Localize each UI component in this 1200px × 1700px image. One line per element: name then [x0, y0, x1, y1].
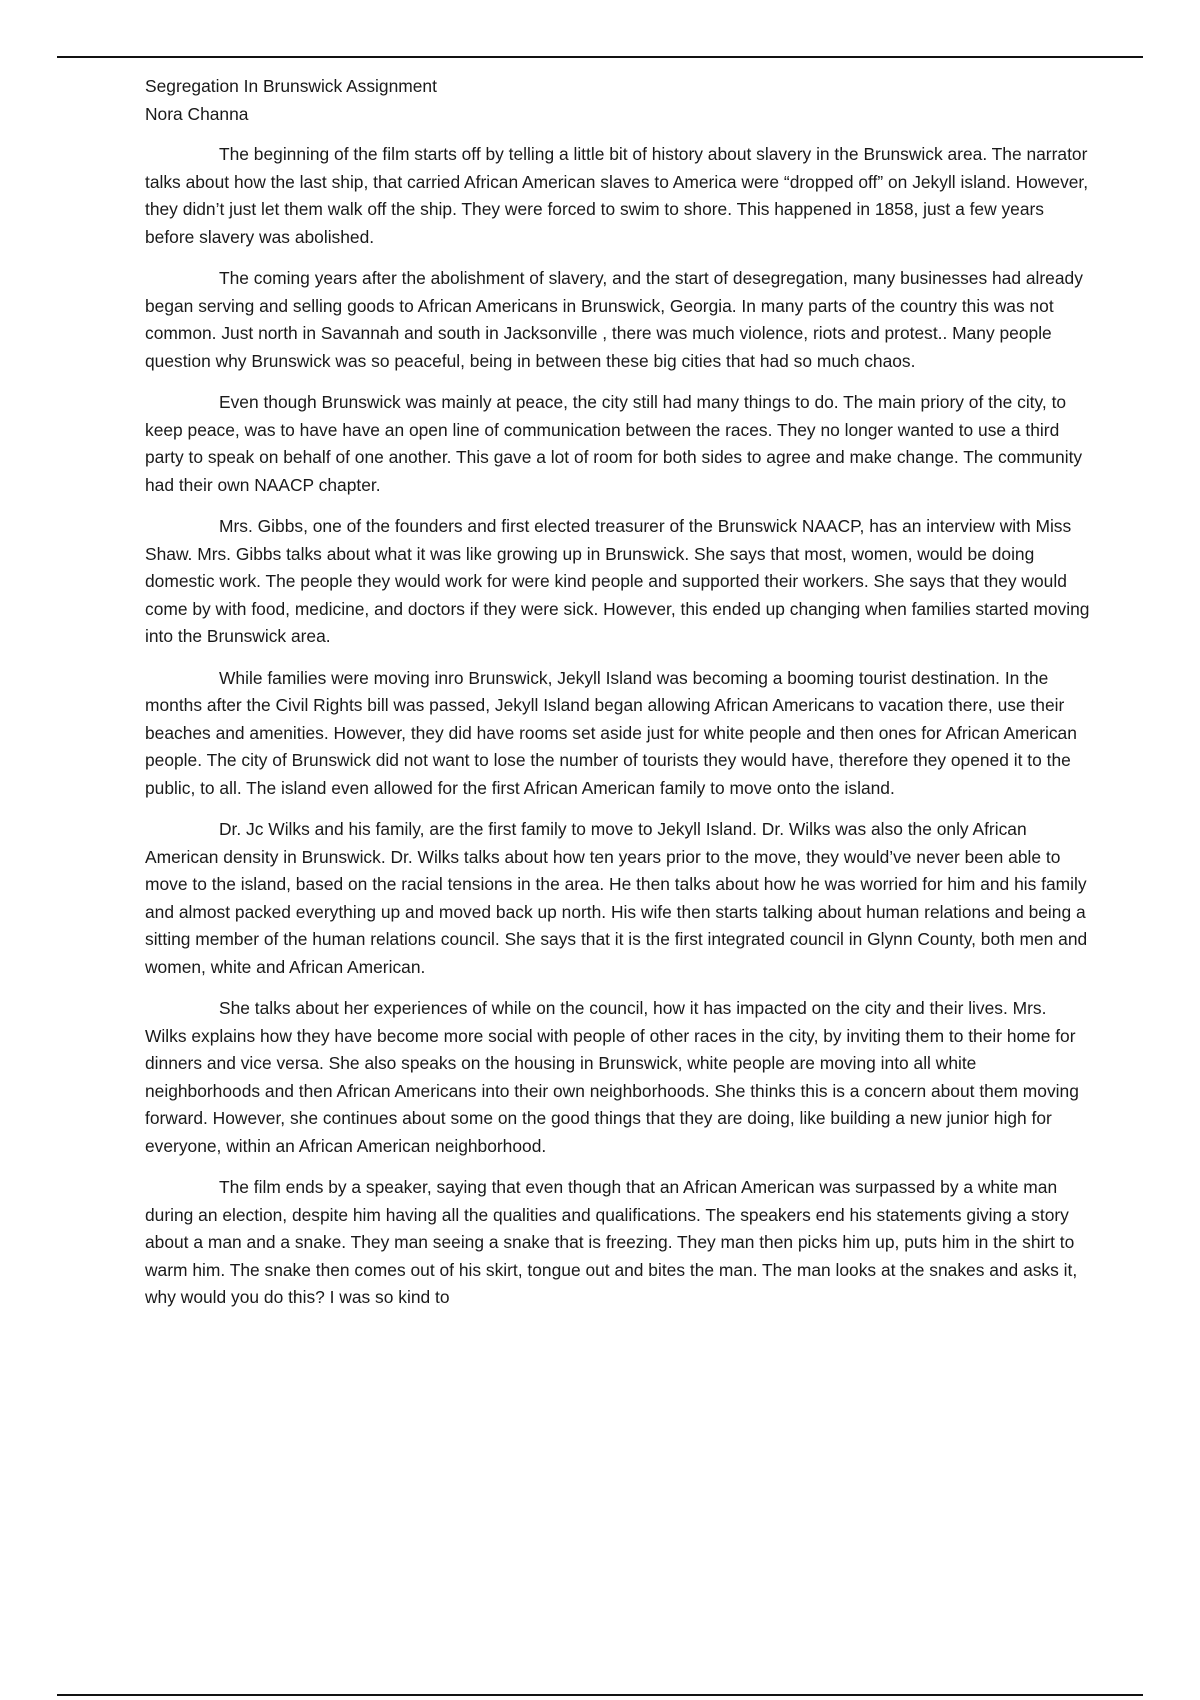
- document-body: [145, 141, 1090, 1312]
- document-page: [145, 73, 1090, 1326]
- paragraph-2: The coming years after the abolishment of slavery, and the start of desegregation, many businesses had already began serving and selling goods to African Americans in Brunswick, Georgia. In many parts of the country this was not common. Just north in Savannah and south in Jacksonville , there was much violence, riots and protest.. Many people question why Brunswick was so peaceful, being in between these big cities that had so much chaos.: [145, 268, 1083, 371]
- paragraph-1: The beginning of the film starts off by telling a little bit of history about slavery in the Brunswick area. The narrator talks about how the last ship, that carried African American slaves to America were “dropped off” on Jekyll island. However, they didn’t just let them walk off the ship. They were forced to swim to shore. This happened in 1858, just a few years before slavery was abolished.: [145, 144, 1089, 247]
- page-top-rule: [57, 56, 1143, 58]
- document-author: Nora Channa: [145, 103, 249, 124]
- paragraph-6: Dr. Jc Wilks and his family, are the first family to move to Jekyll Island. Dr. Wilks was also the only African American density in Brunswick. Dr. Wilks talks about how ten years prior to the move, they would’ve never been able to move to the island, based on the racial tensions in the area. He then talks about how he was worried for him and his family and almost packed everything up and moved back up north. His wife then starts talking about human relations and being a sitting member of the human relations council. She says that it is the first integrated council in Glynn County, both men and women, white and African American.: [145, 819, 1088, 977]
- paragraph-3: Even though Brunswick was mainly at peace, the city still had many things to do. The main priory of the city, to keep peace, was to have have an open line of communication between the races. They no longer wanted to use a third party to speak on behalf of one another. This gave a lot of room for both sides to agree and make change. The community had their own NAACP chapter.: [145, 392, 1083, 495]
- paragraph-5: While families were moving inro Brunswick, Jekyll Island was becoming a booming tourist destination. In the months after the Civil Rights bill was passed, Jekyll Island began allowing African Americans to vacation there, use their beaches and amenities. However, they did have rooms set aside just for white people and then ones for African American people. The city of Brunswick did not want to lose the number of tourists they would have, therefore they opened it to the public, to all. The island even allowed for the first African American family to move onto the island.: [145, 667, 1077, 798]
- paragraph-8: The film ends by a speaker, saying that even though that an African American was surpassed by a white man during an election, despite him having all the qualities and qualifications. The speakers end his statements giving a story about a man and a snake. They man seeing a snake that is freezing. They man then picks him up, puts him in the shirt to warm him. The snake then comes out of his skirt, tongue out and bites the man. The man looks at the snakes and asks it, why would you do this? I was so kind to: [145, 1177, 1078, 1307]
- page-bottom-rule: [57, 1694, 1143, 1696]
- paragraph-4: Mrs. Gibbs, one of the founders and first elected treasurer of the Brunswick NAACP, has an interview with Miss Shaw. Mrs. Gibbs talks about what it was like growing up in Brunswick. She says that most, women, would be doing domestic work. The people they would work for were kind people and supported their workers. She says that they would come by with food, medicine, and doctors if they were sick. However, this ended up changing when families started moving into the Brunswick area.: [145, 516, 1090, 646]
- paragraph-7: She talks about her experiences of while on the council, how it has impacted on the city and their lives. Mrs. Wilks explains how they have become more social with people of other races in the city, by inviting them to their home for dinners and vice versa. She also speaks on the housing in Brunswick, white people are moving into all white neighborhoods and then African Americans into their own neighborhoods. She thinks this is a concern about them moving forward. However, she continues about some on the good things that they are doing, like building a new junior high for everyone, within an African American neighborhood.: [145, 998, 1079, 1156]
- document-title: Segregation In Brunswick Assignment: [145, 76, 437, 96]
